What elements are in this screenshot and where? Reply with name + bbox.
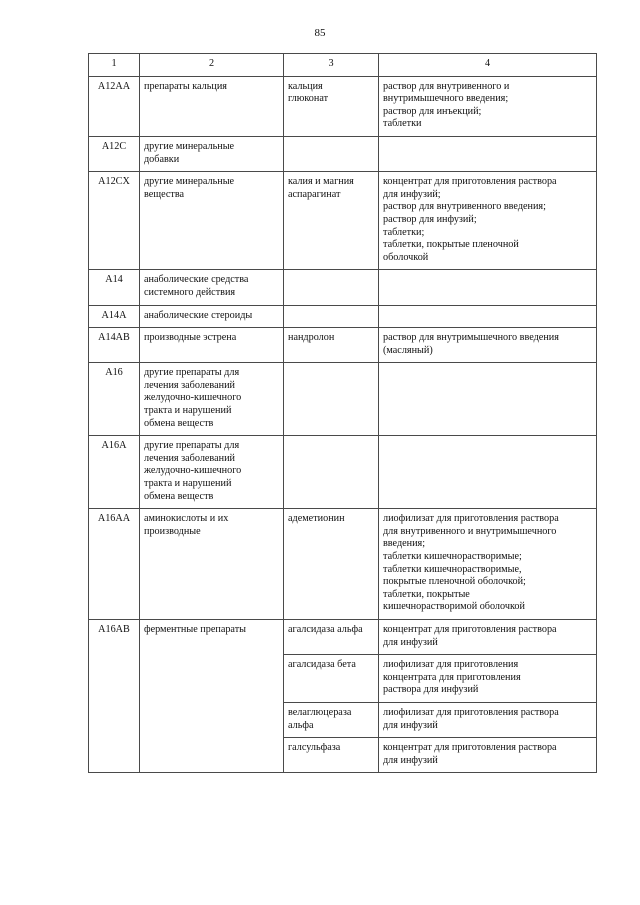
dosage-form-cell <box>379 738 597 773</box>
cell-line: раствор для инъекций; <box>383 105 482 117</box>
cell-line: таблетки кишечнорастворимые, <box>383 563 522 575</box>
cell-line: таблетки <box>383 118 422 130</box>
cell-line: раствора для инфузий <box>383 684 479 696</box>
cell-line: таблетки; <box>383 226 425 238</box>
drug-name-cell <box>284 76 379 136</box>
cell-line: таблетки, покрытые <box>383 588 470 600</box>
cell-line: тракта и нарушений <box>144 478 232 490</box>
cell-line: другие минеральные <box>144 140 235 152</box>
table-row <box>89 305 597 328</box>
group-cell <box>140 328 284 363</box>
cell-line: желудочно-кишечного <box>144 392 242 404</box>
column-header-1: 1 <box>89 54 140 77</box>
drug-name-cell <box>284 328 379 363</box>
cell-line: другие препараты для <box>144 440 240 452</box>
group-cell <box>140 619 284 772</box>
cell-line: для внутривенного и внутримышечного <box>383 525 557 537</box>
table-row <box>89 363 597 436</box>
table-row <box>89 328 597 363</box>
dosage-form-cell <box>379 619 597 654</box>
cell-line: лиофилизат для приготовления <box>383 659 519 671</box>
cell-line: раствор для инфузий; <box>383 213 477 225</box>
drug-table <box>88 53 597 773</box>
drug-name-cell <box>284 655 379 703</box>
atc-code-cell: A12AA <box>89 76 140 136</box>
table-row <box>89 509 597 620</box>
dosage-form-cell <box>379 436 597 509</box>
cell-line: агалсидаза альфа <box>288 623 363 635</box>
atc-code-cell: A12CX <box>89 172 140 270</box>
group-cell <box>140 76 284 136</box>
atc-code-cell: A14A <box>89 305 140 328</box>
table-row <box>89 76 597 136</box>
cell-line: другие минеральные <box>144 176 235 188</box>
cell-line: введения; <box>383 538 426 550</box>
page-number: 85 <box>314 27 326 39</box>
cell-line: аспарагинат <box>288 188 341 200</box>
table-header-row <box>89 54 597 77</box>
atc-code-cell: A16AA <box>89 509 140 620</box>
cell-line: другие препараты для <box>144 367 240 379</box>
cell-line: раствор для внутривенного и <box>383 80 510 92</box>
cell-line: концентрат для приготовления раствора <box>383 623 557 635</box>
cell-line: кальция <box>288 80 323 92</box>
cell-line: анаболические средства <box>144 274 249 286</box>
group-cell <box>140 363 284 436</box>
cell-line: раствор для внутримышечного введения <box>383 332 559 344</box>
table-row <box>89 270 597 305</box>
group-cell <box>140 436 284 509</box>
cell-line: анаболические стероиды <box>144 309 253 321</box>
dosage-form-cell <box>379 655 597 703</box>
cell-line: кишечнорастворимой оболочкой <box>383 601 525 613</box>
drug-name-cell <box>284 136 379 171</box>
cell-line: производные <box>144 525 201 537</box>
cell-line: концентрат для приготовления раствора <box>383 176 557 188</box>
cell-line: концентрат для приготовления раствора <box>383 742 557 754</box>
atc-code-cell: A12C <box>89 136 140 171</box>
cell-line: желудочно-кишечного <box>144 465 242 477</box>
drug-name-cell <box>284 619 379 654</box>
cell-line: вещества <box>144 188 185 200</box>
cell-line: для инфузий <box>383 754 438 766</box>
drug-name-cell <box>284 363 379 436</box>
cell-line: нандролон <box>288 332 335 344</box>
cell-line: адеметионин <box>288 513 345 525</box>
drug-name-cell <box>284 270 379 305</box>
dosage-form-cell <box>379 76 597 136</box>
group-cell <box>140 172 284 270</box>
cell-line: для инфузий <box>383 636 438 648</box>
cell-line: обмена веществ <box>144 417 214 429</box>
cell-line: производные эстрена <box>144 332 237 344</box>
cell-line: раствор для внутривенного введения; <box>383 201 546 213</box>
table-row <box>89 619 597 654</box>
cell-line: ферментные препараты <box>144 623 246 635</box>
drug-name-cell <box>284 172 379 270</box>
table-row <box>89 436 597 509</box>
group-cell <box>140 136 284 171</box>
cell-line: (масляный) <box>383 344 433 356</box>
column-header-4: 4 <box>379 54 597 77</box>
atc-code-cell: A14AB <box>89 328 140 363</box>
cell-line: лиофилизат для приготовления раствора <box>383 513 559 525</box>
dosage-form-cell <box>379 702 597 737</box>
cell-line: велаглюцераза <box>288 706 352 718</box>
dosage-form-cell <box>379 328 597 363</box>
table-body <box>89 54 597 773</box>
cell-line: лиофилизат для приготовления раствора <box>383 706 559 718</box>
cell-line: таблетки, покрытые пленочной <box>383 239 519 251</box>
dosage-form-cell <box>379 172 597 270</box>
cell-line: лечения заболеваний <box>144 379 235 391</box>
drug-name-cell <box>284 738 379 773</box>
cell-line: альфа <box>288 719 314 731</box>
cell-line: внутримышечного введения; <box>383 93 509 105</box>
cell-line: калия и магния <box>288 176 354 188</box>
cell-line: аминокислоты и их <box>144 513 229 525</box>
drug-name-cell <box>284 509 379 620</box>
cell-line: добавки <box>144 153 180 165</box>
dosage-form-cell <box>379 136 597 171</box>
cell-line: оболочкой <box>383 251 429 263</box>
dosage-form-cell <box>379 305 597 328</box>
dosage-form-cell <box>379 363 597 436</box>
drug-name-cell <box>284 702 379 737</box>
table-row <box>89 172 597 270</box>
cell-line: покрытые пленочной оболочкой; <box>383 576 526 588</box>
cell-line: таблетки кишечнорастворимые; <box>383 551 522 562</box>
column-header-3: 3 <box>284 54 379 77</box>
cell-line: тракта и нарушений <box>144 405 232 417</box>
cell-line: обмена веществ <box>144 490 214 502</box>
cell-line: для инфузий <box>383 719 438 731</box>
drug-name-cell <box>284 305 379 328</box>
atc-code-cell: A16AB <box>89 619 140 772</box>
group-cell <box>140 270 284 305</box>
cell-line: системного действия <box>144 286 236 298</box>
atc-code-cell: A16A <box>89 436 140 509</box>
atc-code-cell: A16 <box>89 363 140 436</box>
cell-line: агалсидаза бета <box>288 659 356 671</box>
group-cell <box>140 305 284 328</box>
table-row <box>89 136 597 171</box>
cell-line: препараты кальция <box>144 80 227 92</box>
cell-line: лечения заболеваний <box>144 452 235 464</box>
cell-line: для инфузий; <box>383 188 441 200</box>
cell-line: глюконат <box>288 93 329 105</box>
cell-line: концентрата для приготовления <box>383 671 521 683</box>
dosage-form-cell <box>379 270 597 305</box>
atc-code-cell: A14 <box>89 270 140 305</box>
dosage-form-cell <box>379 509 597 620</box>
column-header-2: 2 <box>140 54 284 77</box>
group-cell <box>140 509 284 620</box>
drug-name-cell <box>284 436 379 509</box>
cell-line: галсульфаза <box>288 742 341 754</box>
